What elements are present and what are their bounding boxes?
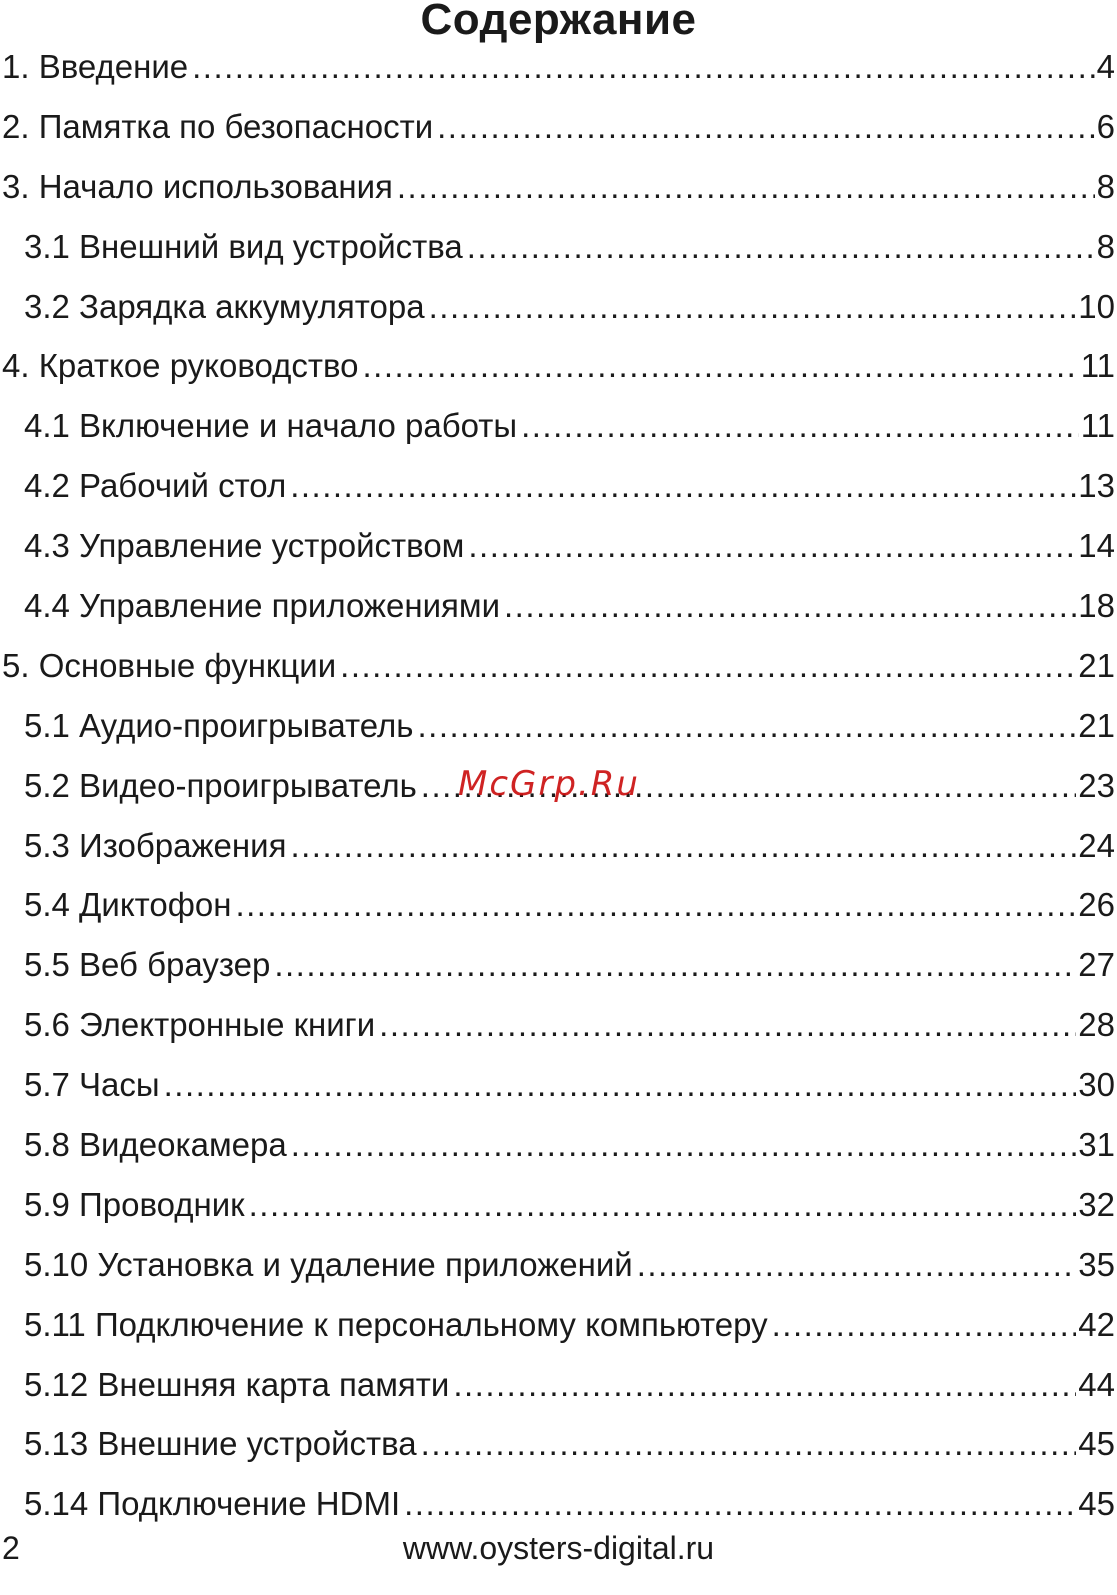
toc-entry[interactable] bbox=[0, 523, 1117, 583]
toc-entry[interactable] bbox=[0, 1242, 1117, 1302]
toc-entry[interactable] bbox=[0, 224, 1117, 284]
toc-entry-page: 8 bbox=[1096, 167, 1115, 205]
toc-entry-page: 8 bbox=[1096, 227, 1115, 265]
toc-entry-page: 18 bbox=[1078, 587, 1115, 625]
toc-leader-dots bbox=[421, 1421, 1077, 1467]
toc-leader-dots bbox=[192, 44, 1095, 90]
toc-entry-page: 11 bbox=[1080, 407, 1115, 445]
toc-entry-label: 5.11 Подключение к персональному компьютеру bbox=[24, 1305, 768, 1343]
toc-entry-page: 21 bbox=[1078, 706, 1115, 744]
toc-entry[interactable] bbox=[0, 104, 1117, 164]
toc-leader-dots bbox=[467, 224, 1095, 270]
toc-entry[interactable] bbox=[0, 463, 1117, 523]
footer-url[interactable]: www.oysters-digital.ru bbox=[402, 1530, 715, 1566]
page-title: Содержание bbox=[420, 0, 697, 44]
toc-entry[interactable] bbox=[0, 823, 1117, 883]
toc-entry-page: 42 bbox=[1078, 1305, 1115, 1343]
toc-entry-page: 21 bbox=[1078, 646, 1115, 684]
toc-entry[interactable] bbox=[0, 1421, 1117, 1481]
toc-entry-label: 5.6 Электронные книги bbox=[24, 1006, 376, 1044]
toc-leader-dots bbox=[417, 703, 1076, 749]
toc-entry-page: 11 bbox=[1080, 347, 1115, 385]
toc-entry-label: 4. Краткое руководство bbox=[2, 347, 359, 385]
toc-entry-page: 45 bbox=[1078, 1485, 1115, 1523]
toc-leader-dots bbox=[397, 164, 1095, 210]
toc-entry-page: 31 bbox=[1078, 1126, 1115, 1164]
toc-leader-dots bbox=[363, 343, 1079, 389]
toc-leader-dots bbox=[379, 1002, 1076, 1048]
toc-entry-page: 14 bbox=[1078, 527, 1115, 565]
toc-leader-dots bbox=[290, 463, 1076, 509]
toc-leader-dots bbox=[429, 284, 1077, 330]
toc-entry-page: 4 bbox=[1096, 48, 1115, 85]
toc-entry[interactable] bbox=[0, 44, 1117, 104]
toc-entry-page: 30 bbox=[1078, 1066, 1115, 1104]
toc-entry-page: 27 bbox=[1078, 946, 1115, 984]
toc-entry[interactable] bbox=[0, 882, 1117, 942]
toc-entry-page: 28 bbox=[1078, 1006, 1115, 1044]
toc-entry-page: 23 bbox=[1078, 766, 1115, 804]
toc-entry[interactable] bbox=[0, 1302, 1117, 1362]
toc-leader-dots bbox=[772, 1302, 1077, 1348]
toc-leader-dots bbox=[453, 1362, 1076, 1408]
toc-entry[interactable] bbox=[0, 284, 1117, 344]
toc-entry[interactable] bbox=[0, 1362, 1117, 1422]
toc-leader-dots bbox=[164, 1062, 1077, 1108]
toc-entry-label: 1. Введение bbox=[2, 48, 189, 85]
toc-entry-page: 24 bbox=[1078, 826, 1115, 864]
toc-entry-page: 26 bbox=[1078, 886, 1115, 924]
toc-leader-dots bbox=[249, 1182, 1077, 1228]
toc-entry-label: 5. Основные функции bbox=[2, 646, 337, 684]
toc-entry[interactable] bbox=[0, 343, 1117, 403]
toc-entry-label: 4.1 Включение и начало работы bbox=[24, 407, 518, 445]
watermark: McGrp.Ru bbox=[458, 764, 640, 804]
toc-leader-dots bbox=[340, 643, 1076, 689]
toc-leader-dots bbox=[637, 1242, 1077, 1288]
toc-entry-page: 45 bbox=[1078, 1425, 1115, 1463]
toc-entry[interactable] bbox=[0, 643, 1117, 703]
toc-leader-dots bbox=[468, 523, 1076, 569]
toc-entry-label: 4.2 Рабочий стол bbox=[24, 467, 287, 505]
toc-entry-label: 5.12 Внешняя карта памяти bbox=[24, 1365, 450, 1403]
toc-entry-label: 5.13 Внешние устройства bbox=[24, 1425, 417, 1463]
toc-leader-dots bbox=[521, 403, 1079, 449]
toc-entry-label: 5.5 Веб браузер bbox=[24, 946, 271, 984]
toc-leader-dots bbox=[235, 882, 1076, 928]
toc-entry-label: 5.1 Аудио-проигрыватель bbox=[24, 706, 414, 744]
toc-entry-label: 5.10 Установка и удаление приложений bbox=[24, 1245, 633, 1283]
toc-entry[interactable] bbox=[0, 403, 1117, 463]
toc-entry-label: 5.8 Видеокамера bbox=[24, 1126, 287, 1164]
toc-leader-dots bbox=[404, 1481, 1076, 1527]
toc-entry-label: 3.1 Внешний вид устройства bbox=[24, 227, 463, 265]
toc-entry-label: 5.4 Диктофон bbox=[24, 886, 232, 924]
toc-leader-dots bbox=[291, 1122, 1077, 1168]
toc-entry-page: 13 bbox=[1078, 467, 1115, 505]
toc-entry[interactable] bbox=[0, 1122, 1117, 1182]
toc-leader-dots bbox=[437, 104, 1095, 150]
toc-leader-dots bbox=[504, 583, 1076, 629]
toc-entry-label: 4.3 Управление устройством bbox=[24, 527, 465, 565]
toc-entry-label: 5.2 Видео-проигрыватель bbox=[24, 766, 417, 804]
toc-entry-label: 2. Памятка по безопасности bbox=[2, 107, 434, 145]
toc-entry[interactable] bbox=[0, 942, 1117, 1002]
toc-entry[interactable] bbox=[0, 583, 1117, 643]
toc-entry[interactable] bbox=[0, 1182, 1117, 1242]
toc-entry[interactable] bbox=[0, 164, 1117, 224]
toc-entry-page: 35 bbox=[1078, 1245, 1115, 1283]
toc-entry-page: 32 bbox=[1078, 1185, 1115, 1223]
toc-leader-dots bbox=[290, 823, 1076, 869]
toc-entry-label: 5.3 Изображения bbox=[24, 826, 287, 864]
toc-entry-page: 44 bbox=[1078, 1365, 1115, 1403]
toc-entry-label: 5.14 Подключение HDMI bbox=[24, 1485, 401, 1523]
toc-entry[interactable] bbox=[0, 703, 1117, 763]
toc-entry[interactable] bbox=[0, 1062, 1117, 1122]
footer-page-number: 2 bbox=[2, 1530, 20, 1566]
toc-entry-page: 6 bbox=[1096, 107, 1115, 145]
toc-entry-label: 3.2 Зарядка аккумулятора bbox=[24, 287, 425, 325]
toc-leader-dots bbox=[274, 942, 1076, 988]
toc-entry-label: 5.9 Проводник bbox=[24, 1185, 245, 1223]
toc-entry-label: 5.7 Часы bbox=[24, 1066, 160, 1104]
toc-entry-page: 10 bbox=[1078, 287, 1115, 325]
toc-entry-label: 3. Начало использования bbox=[2, 167, 393, 205]
toc-entry[interactable] bbox=[0, 1002, 1117, 1062]
toc-entry-label: 4.4 Управление приложениями bbox=[24, 587, 501, 625]
